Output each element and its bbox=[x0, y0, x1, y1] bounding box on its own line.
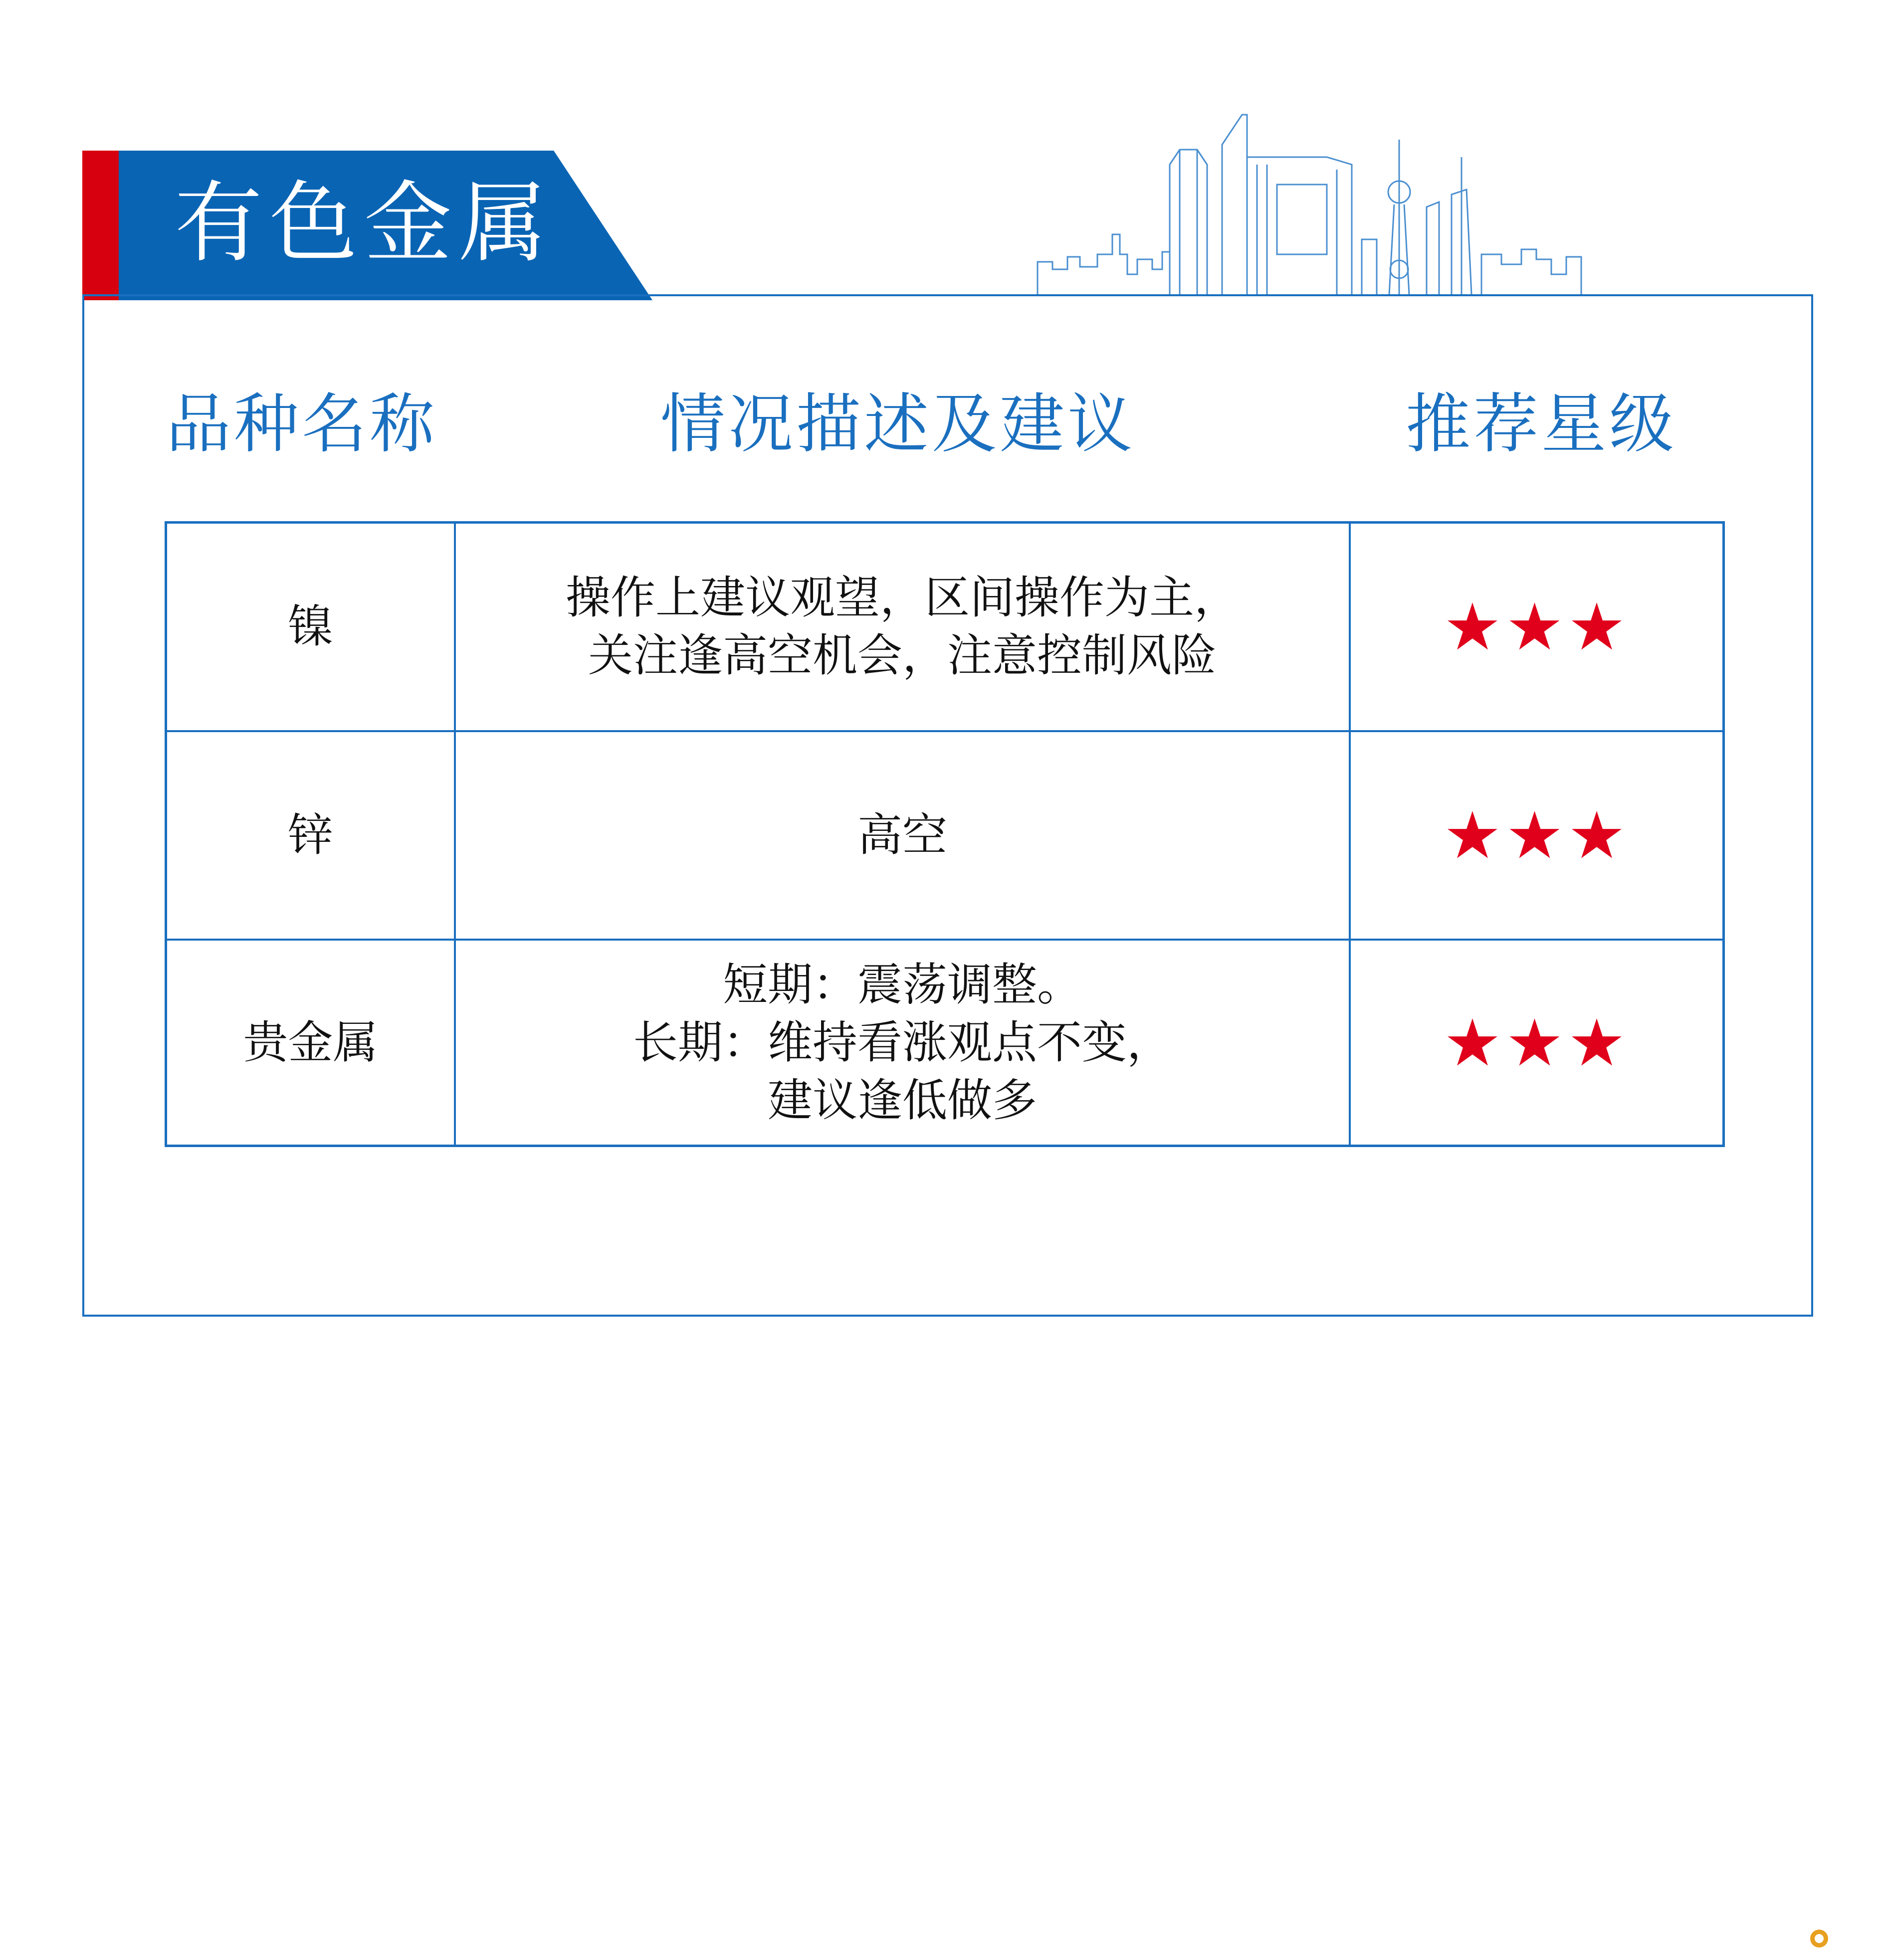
table-row-2-rating bbox=[1351, 732, 1722, 939]
table-row-3-name: 贵金属 bbox=[243, 1016, 378, 1069]
description-line: 短期：震荡调整。 bbox=[723, 958, 1082, 1011]
description-line: 操作上建议观望，区间操作为主， bbox=[566, 572, 1239, 624]
header-description: 情况描述及建议 bbox=[660, 386, 1135, 462]
description-line: 关注逢高空机会，注意控制风险 bbox=[588, 629, 1217, 682]
description-line: 高空 bbox=[857, 809, 947, 861]
star-rating-icon: ★★★ bbox=[1443, 589, 1630, 665]
star-rating-icon: ★★★ bbox=[1443, 797, 1630, 873]
description-line: 长期：维持看涨观点不变， bbox=[633, 1016, 1172, 1069]
page-title: 有色金属 bbox=[175, 172, 554, 274]
table-row-2-description bbox=[456, 732, 1349, 939]
watermark-logo bbox=[1808, 1925, 1878, 1952]
star-rating-icon: ★★★ bbox=[1443, 1004, 1630, 1081]
title-banner-red-stripe bbox=[82, 151, 119, 300]
table-row-1-description bbox=[456, 524, 1349, 730]
header-rating: 推荐星级 bbox=[1405, 386, 1677, 462]
table-row-3-rating bbox=[1351, 941, 1722, 1145]
table-row-3-description bbox=[456, 941, 1349, 1145]
table-row-1-name: 镍 bbox=[288, 600, 333, 653]
city-skyline-illustration bbox=[1033, 110, 1771, 299]
header-name: 品种名称 bbox=[166, 386, 437, 462]
table-row-1-rating bbox=[1351, 524, 1722, 730]
table-row-2-name: 锌 bbox=[288, 809, 333, 861]
description-line: 建议逢低做多 bbox=[768, 1074, 1037, 1127]
